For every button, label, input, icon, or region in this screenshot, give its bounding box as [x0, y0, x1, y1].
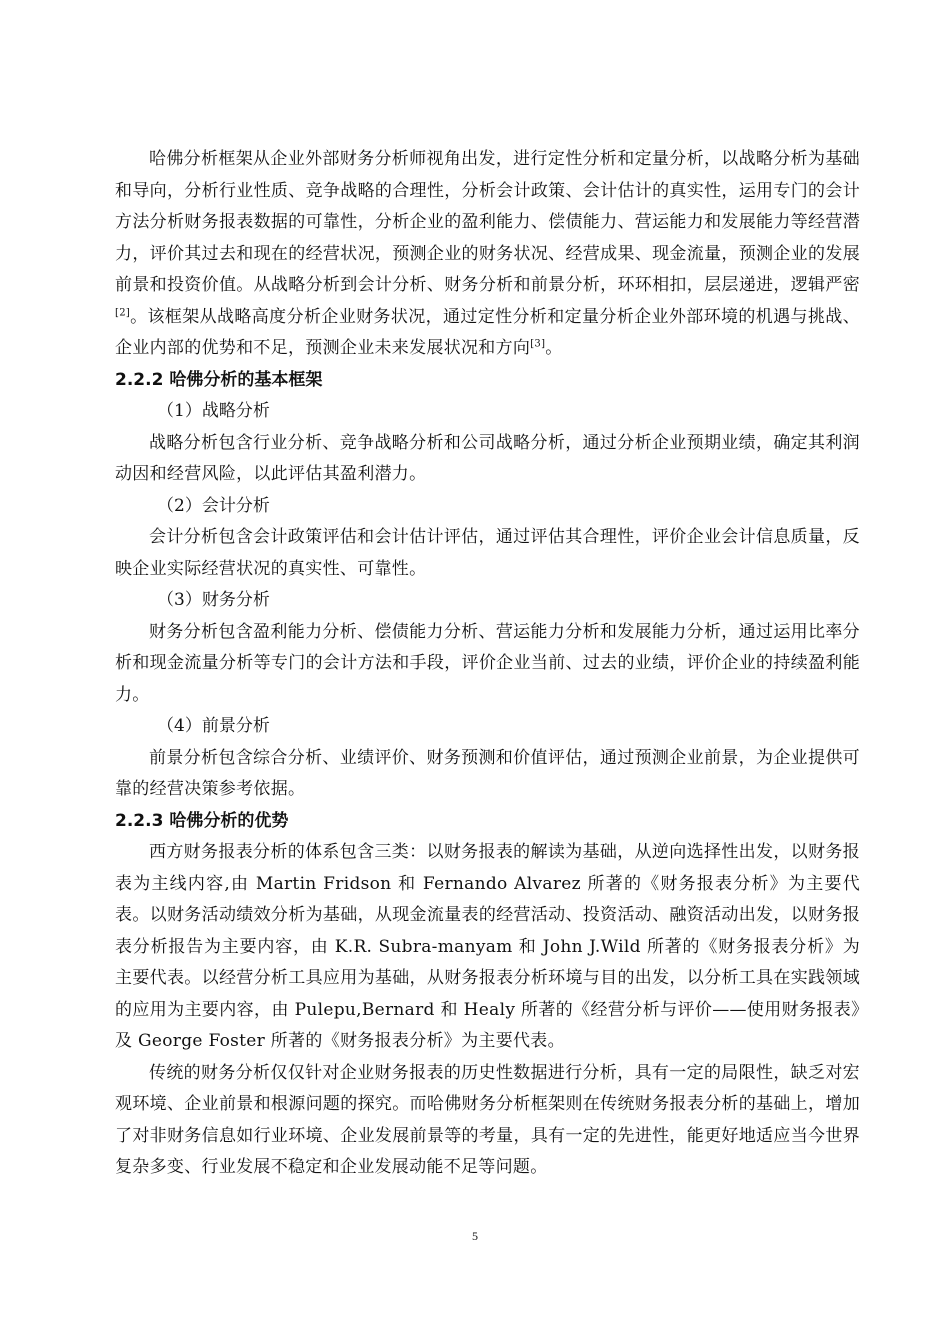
subheading-accounting: （2）会计分析 — [157, 495, 270, 516]
document-body — [115, 144, 860, 1184]
intro-text-a: 哈佛分析框架从企业外部财务分析师视角出发，进行定性分析和定量分析，以战略分析为基础和导向，分析行业性质、竞争战略的合理性，分析会计政策、会计估计的真实性，运用专门的会计方法分析财务报表数据的可靠性，分析企业的盈利能力、偿债能力、营运能力和发展能力等经营潜力，评价其过去和现在的经营状况，预测企业的财务状况、经营成果、现金流量，预测企业的发展前景和投资价值。从战略分析到会计分析、财务分析和前景分析，环环相扣，层层递进，逻辑严密 — [115, 149, 860, 295]
paragraph-traditional-vs-harvard: 传统的财务分析仅仅针对企业财务报表的历史性数据进行分析，具有一定的局限性，缺乏对宏观环境、企业前景和根源问题的探究。而哈佛财务分析框架则在传统财务报表分析的基础上，增加了对非财务信息如行业环境、企业发展前景等的考量，具有一定的先进性，能更好地适应当今世界复杂多变、行业发展不稳定和企业发展动能不足等问题。 — [115, 1062, 860, 1177]
section-heading-2-2-3: 2.2.3 哈佛分析的优势 — [115, 810, 289, 831]
page-number: 5 — [472, 1229, 478, 1243]
subheading-financial: （3）财务分析 — [157, 590, 270, 610]
section-heading-2-2-2: 2.2.2 哈佛分析的基本框架 — [115, 369, 323, 390]
paragraph-prospect: 前景分析包含综合分析、业绩评价、财务预测和价值评估，通过预测企业前景，为企业提供可靠的经营决策参考依据。 — [115, 747, 860, 799]
citation-3: [3] — [530, 338, 546, 350]
paragraph-accounting: 会计分析包含会计政策评估和会计估计评估，通过评估其合理性，评价企业会计信息质量，反映企业实际经营状况的真实性、可靠性。 — [115, 527, 860, 579]
subheading-strategy: （1）战略分析 — [157, 401, 270, 421]
intro-text-c: 。 — [545, 338, 563, 358]
intro-paragraph — [115, 144, 860, 365]
subheading-prospect: （4）前景分析 — [157, 716, 270, 736]
paragraph-financial: 财务分析包含盈利能力分析、偿债能力分析、营运能力分析和发展能力分析，通过运用比率分析和现金流量分析等专门的会计方法和手段，评价企业当前、过去的业绩，评价企业的持续盈利能力。 — [115, 621, 860, 705]
intro-text-b: 。该框架从战略高度分析企业财务状况，通过定性分析和定量分析企业外部环境的机遇与挑战、企业内部的优势和不足，预测企业未来发展状况和方向 — [115, 306, 860, 358]
citation-2: [2] — [115, 306, 131, 318]
paragraph-strategy: 战略分析包含行业分析、竞争战略分析和公司战略分析，通过分析企业预期业绩，确定其利润动因和经营风险，以此评估其盈利潜力。 — [115, 432, 860, 484]
paragraph-western-systems: 西方财务报表分析的体系包含三类：以财务报表的解读为基础，从逆向选择性出发，以财务报表为主线内容,由 Martin Fridson 和 Fernando Alvarez 所著的《财务报表分析》为主要代表。以财务活动绩效分析为基础，从现金流量表的经营活动、投资活动、融资活动出发，以财务报表分析报告为主要内容，由 K.R. Subra-manyam 和 John J.Wild 所著的《财务报表分析》为主要代表。以经营分析工具应用为基础，从财务报表分析环境与目的出发，以分析工具在实践领域的应用为主要内容，由 Pulepu,Bernard 和 Healy 所著的《经营分析与评价——使用财务报表》及 George Foster 所著的《财务报表分析》为主要代表。 — [115, 842, 860, 1051]
